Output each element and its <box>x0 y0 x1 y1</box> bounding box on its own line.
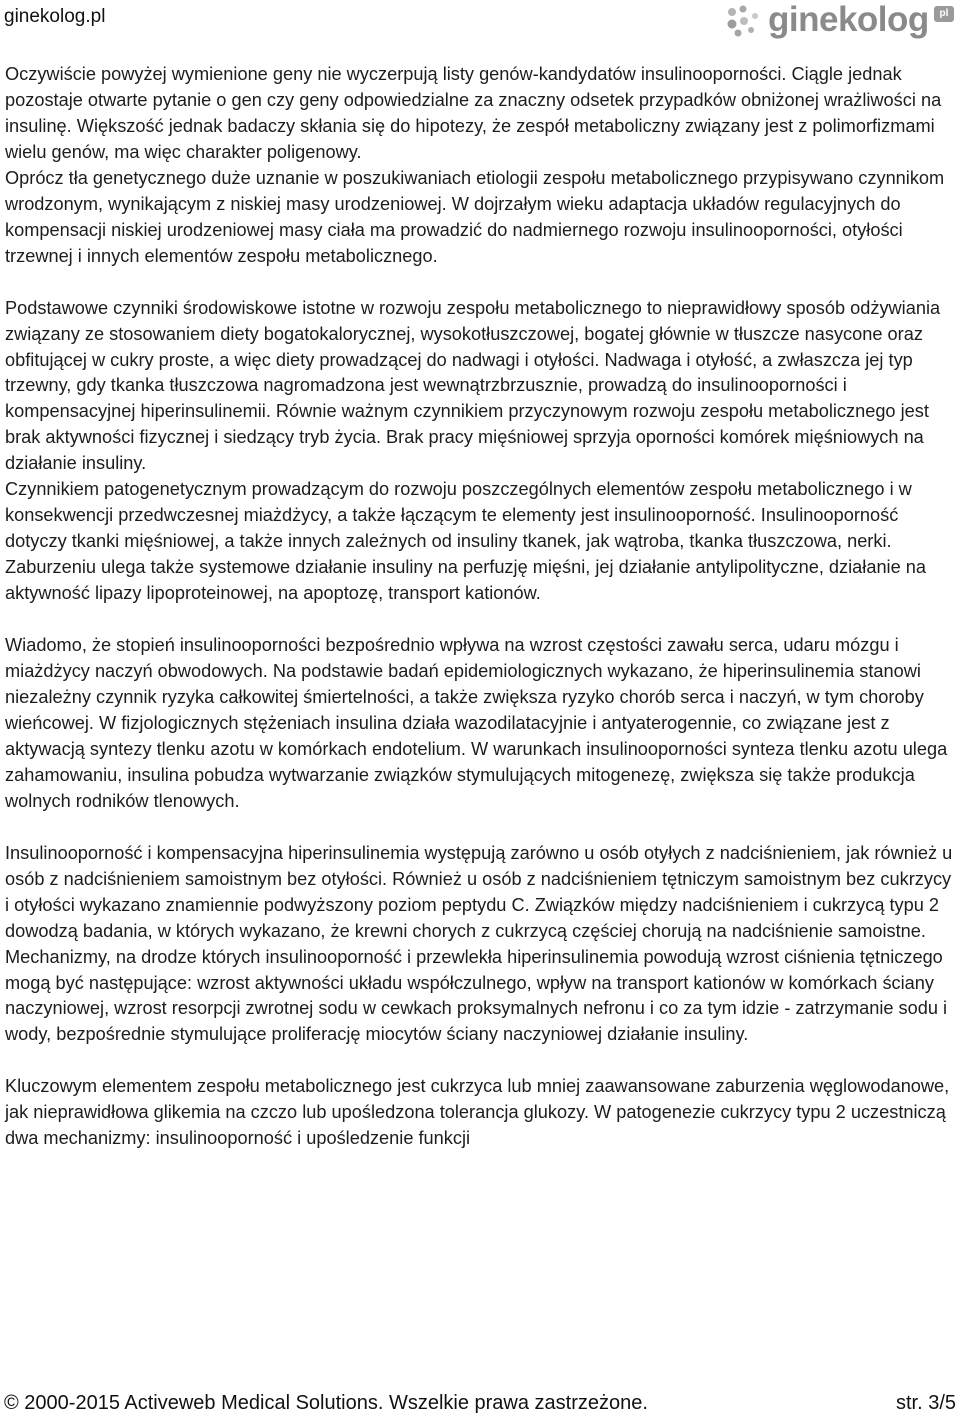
paragraph: Kluczowym elementem zespołu metabolicznego jest cukrzyca lub mniej zaawansowane zaburzenia węglowodanowe, jak nieprawidłowa glikemia na czczo lub upośledzona tolerancja glukozy. W patogenezie cukrzycy typu 2 uczestniczą dwa mechanizmy: insulinooporność i upośledzenie funkcji <box>5 1076 950 1149</box>
paragraph: Insulinooporność i kompensacyjna hiperinsulinemia występują zarówno u osób otyłych z nadciśnieniem, jak również u osób z nadciśnieniem samoistnym bez otyłości. Również u osób z nadciśnieniem tętniczym samoistnym bez cukrzycy i otyłości wykazano znamiennie podwyższony poziom peptydu C. Związków między nadciśnieniem i cukrzycą typu 2 dowodzą badania, w których wykazano, że krewni chorych z cukrzycą częściej chorują na nadciśnienie samoistne. Mechanizmy, na drodze których insulinooporność i przewlekła hiperinsulinemia powodują wzrost ciśnienia tętniczego mogą być następujące: wzrost aktywności układu współczulnego, wpływ na transport kationów w komórkach ściany naczyniowej, wzrost resorpcji zwrotnej sodu w cewkach proksymalnych nefronu i co za tym idzie - zatrzymanie sodu i wody, bezpośrednie stymulujące proliferację miocytów ściany naczyniowej działanie insuliny. <box>5 842 953 1045</box>
logo-text: ginekolog <box>768 0 929 39</box>
logo-badge: pl <box>934 6 954 22</box>
logo-dots-icon <box>726 4 766 38</box>
site-url[interactable]: ginekolog.pl <box>4 6 106 27</box>
page-header <box>0 0 960 44</box>
paragraph: Podstawowe czynniki środowiskowe istotne w rozwoju zespołu metabolicznego to nieprawidłowy sposób odżywiania związany ze stosowaniem diety bogatokalorycznej, wysokotłuszczowej, bogatej głównie w tłuszcze nasycone oraz obfitującej w cukry proste, a więc diety prowadzącej do nadwagi i otyłości. Nadwaga i otyłość, a zwłaszcza jej typ trzewny, gdy tkanka tłuszczowa nagromadzona jest wewnątrzbrzusznie, prowadzą do insulinooporności i kompensacyjnej hiperinsulinemii. Równie ważnym czynnikiem przyczynowym rozwoju zespołu metabolicznego jest brak aktywności fizycznej i siedzący tryb życia. Brak pracy mięśniowej sprzyja oporności komórek mięśniowych na działanie insuliny. <box>5 297 941 474</box>
paragraph: Oprócz tła genetycznego duże uznanie w poszukiwaniach etiologii zespołu metabolicznego przypisywano czynnikom wrodzonym, wynikającym z niskiej masy urodzeniowej. W dojrzałym wieku adaptacja układów regulacyjnych do kompensacji niskiej urodzeniowej masy ciała ma prowadzić do nadmiernego rozwoju insulinooporności, otyłości trzewnej i innych elementów zespołu metabolicznego. <box>5 167 945 266</box>
paragraph: Czynnikiem patogenetycznym prowadzącym do rozwoju poszczególnych elementów zespołu metabolicznego i w konsekwencji przedwczesnej miażdżycy, a także łączącym te elementy jest insulinooporność. Insulinooporność dotyczy tkanki mięśniowej, a także innych zależnych od insuliny tkanek, jak wątroba, tkanka tłuszczowa, nerki. Zaburzeniu ulega także systemowe działanie insuliny na perfuzję mięśni, jej działanie antylipolityczne, działanie na aktywność lipazy lipoproteinowej, na apoptozę, transport kationów. <box>5 479 926 604</box>
article-body <box>5 62 955 1152</box>
site-logo[interactable] <box>726 2 954 42</box>
paragraph: Oczywiście powyżej wymienione geny nie wyczerpują listy genów-kandydatów insulinooporności. Ciągle jednak pozostaje otwarte pytanie o gen czy geny odpowiedzialne za znaczny odsetek przypadków obniżonej wrażliwości na insulinę. Większość jednak badaczy skłania się do hipotezy, że zespół metaboliczny związany jest z polimorfizmami wielu genów, ma więc charakter poligenowy. <box>5 64 942 162</box>
footer-copyright: © 2000-2015 Activeweb Medical Solutions. Wszelkie prawa zastrzeżone. <box>4 1392 648 1414</box>
page-footer <box>0 1392 960 1419</box>
paragraph: Wiadomo, że stopień insulinooporności bezpośrednio wpływa na wzrost częstości zawału serca, udaru mózgu i miażdżycy naczyń obwodowych. Na podstawie badań epidemiologicznych wykazano, że hiperinsulinemia stanowi niezależny czynnik ryzyka całkowitej śmiertelności, a także zwiększa ryzyko chorób serca i naczyń, w tym choroby wieńcowej. W fizjologicznych stężeniach insulina działa wazodilatacyjnie i antyaterogennie, co związane jest z aktywacją syntezy tlenku azotu w komórkach endotelium. W warunkach insulinooporności synteza tlenku azotu ulega zahamowaniu, insulina pobudza wytwarzanie związków stymulujących mitogenezę, zwiększa się także produkcja wolnych rodników tlenowych. <box>5 635 948 811</box>
page-number: str. 3/5 <box>895 1392 956 1414</box>
